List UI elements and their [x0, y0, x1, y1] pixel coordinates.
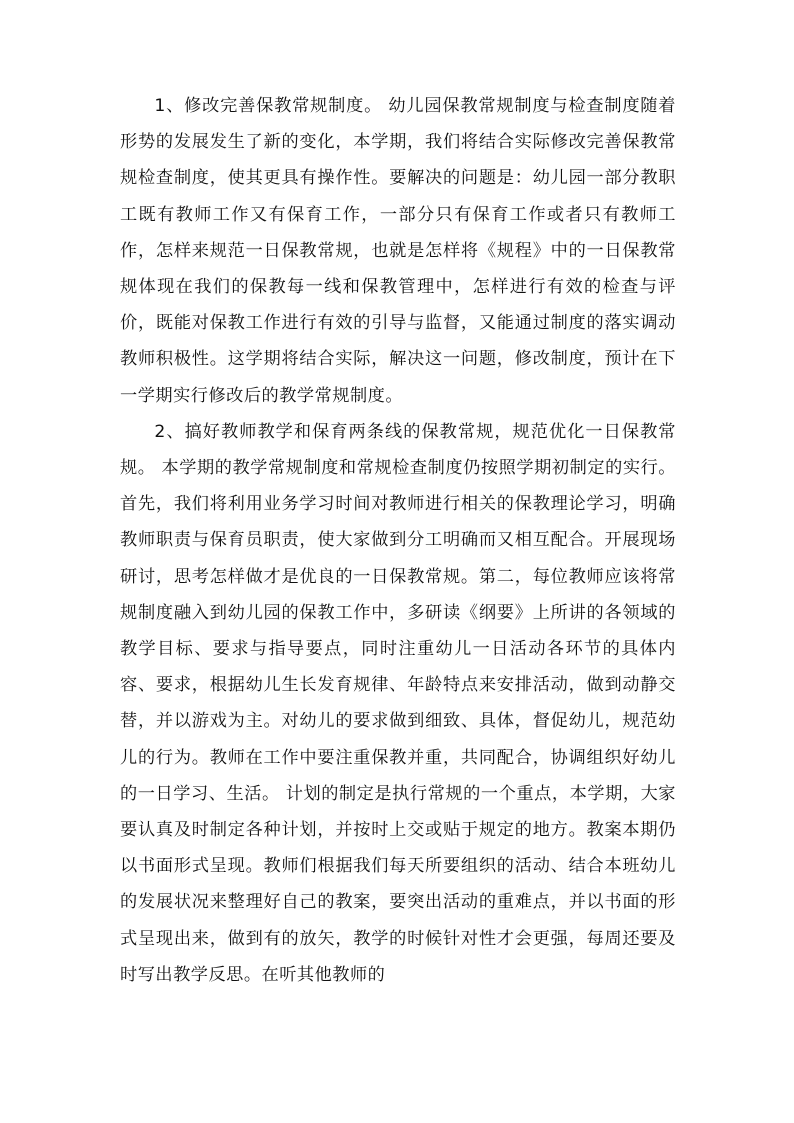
document-body — [120, 88, 676, 993]
paragraph-2: 2、搞好教师教学和保育两条线的保教常规，规范优化一日保教常规。 本学期的教学常规制度和常规检查制度仍按照学期初制定的实行。首先，我们将利用业务学习时间对教师进行相关的保教理论学习，明确教师职责与保育员职责，使大家做到分工明确而又相互配合。开展现场研讨，思考怎样做才是优良的一日保教常规。第二，每位教师应该将常规制度融入到幼儿园的保教工作中，多研读《纲要》上所讲的各领域的教学目标、要求与指导要点，同时注重幼儿一日活动各环节的具体内容、要求，根据幼儿生长发育规律、年龄特点来安排活动，做到动静交替，并以游戏为主。对幼儿的要求做到细致、具体，督促幼儿，规范幼儿的行为。教师在工作中要注重保教并重，共同配合，协调组织好幼儿的一日学习、生活。 计划的制定是执行常规的一个重点，本学期，大家要认真及时制定各种计划，并按时上交或贴于规定的地方。教案本期仍以书面形式呈现。教师们根据我们每天所要组织的活动、结合本班幼儿的发展状况来整理好自己的教案，要突出活动的重难点，并以书面的形式呈现出来，做到有的放矢，教学的时候针对性才会更强，每周还要及时写出教学反思。在听其他教师的 — [120, 421, 676, 985]
paragraph-1: 1、修改完善保教常规制度。 幼儿园保教常规制度与检查制度随着形势的发展发生了新的变化，本学期，我们将结合实际修改完善保教常规检查制度，使其更具有操作性。要解决的问题是：幼儿园一部分教职工既有教师工作又有保育工作，一部分只有保育工作或者只有教师工作，怎样来规范一日保教常规，也就是怎样将《规程》中的一日保教常规体现在我们的保教每一线和保教管理中，怎样进行有效的检查与评价，既能对保教工作进行有效的引导与监督，又能通过制度的落实调动教师积极性。这学期将结合实际，解决这一问题，修改制度，预计在下一学期实行修改后的教学常规制度。 — [120, 96, 676, 406]
